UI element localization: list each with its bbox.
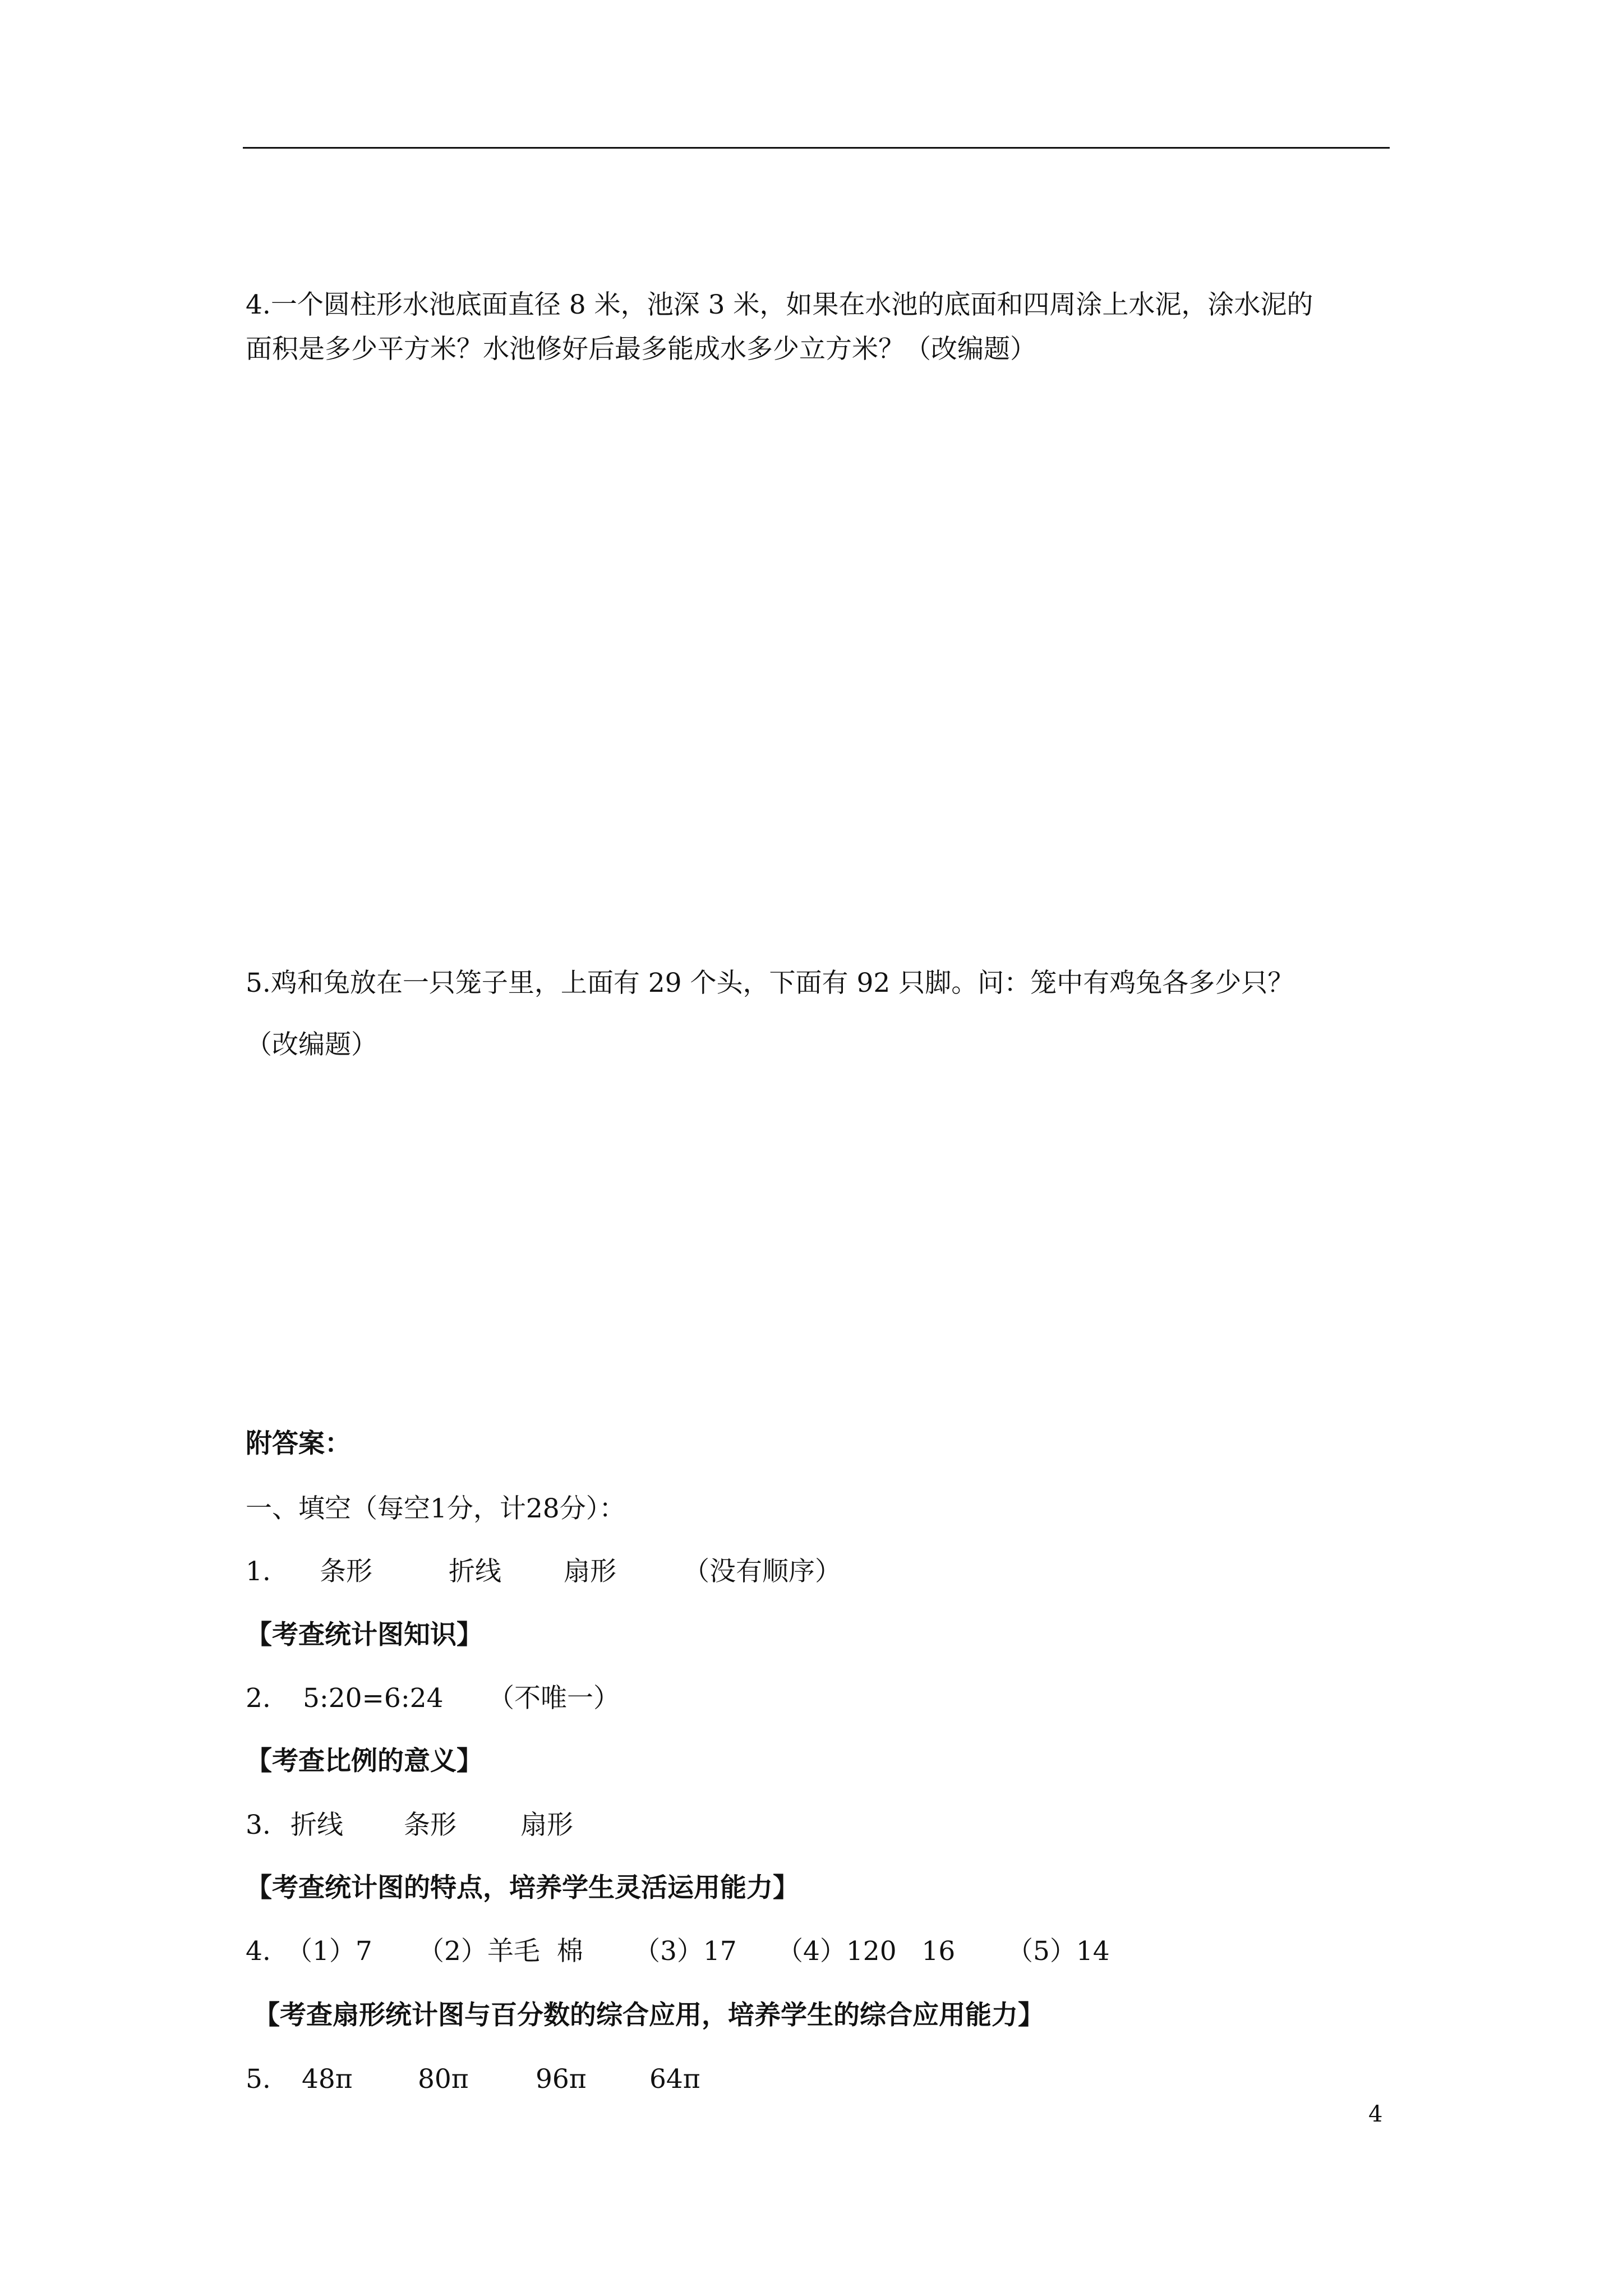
answer-2-part: （不唯一） xyxy=(488,1683,620,1714)
answer-1-part: 扇形 xyxy=(564,1556,616,1587)
answer-2-note: 【考查比例的意义】 xyxy=(246,1746,483,1777)
answer-4-note: 【考查扇形统计图与百分数的综合应用，培养学生的综合应用能力】 xyxy=(253,2000,1044,2031)
header-rule xyxy=(243,147,1390,149)
answer-1-part: （没有顺序） xyxy=(683,1556,841,1587)
answer-3-part: 条形 xyxy=(404,1810,457,1841)
answers-heading: 附答案： xyxy=(246,1428,351,1459)
question-5-line-2: （改编题） xyxy=(246,1029,377,1060)
answer-5-part: 64π xyxy=(649,2064,700,2095)
answer-5-number: 5. xyxy=(246,2064,271,2095)
answer-3-part: 扇形 xyxy=(520,1810,573,1841)
answer-4-part: （2）羊毛 棉 xyxy=(418,1936,583,1967)
answer-2-number: 2. xyxy=(246,1683,271,1714)
answer-1-number: 1. xyxy=(246,1556,271,1587)
answer-3-number: 3. xyxy=(246,1810,271,1841)
question-4-line-2: 面积是多少平方米？水池修好后最多能成水多少立方米？（改编题） xyxy=(246,334,1036,365)
answer-4-part: （5）14 xyxy=(1007,1936,1110,1967)
page-number: 4 xyxy=(1368,2101,1383,2127)
question-4-line-1: 4.一个圆柱形水池底面直径 8 米，池深 3 米，如果在水池的底面和四周涂上水泥，涂水泥的 xyxy=(246,289,1313,320)
answers-section-title: 一、填空（每空1分，计28分）： xyxy=(246,1493,626,1524)
answer-1-part: 条形 xyxy=(320,1556,372,1587)
answer-3-part: 折线 xyxy=(291,1810,343,1841)
answer-4-number: 4. xyxy=(246,1936,271,1967)
answer-1-part: 折线 xyxy=(449,1556,501,1587)
answer-5-part: 80π xyxy=(418,2064,469,2095)
answer-4-part: （3）17 xyxy=(634,1936,737,1967)
answer-4-part: （1）7 xyxy=(286,1936,372,1967)
answer-5-part: 48π xyxy=(302,2064,353,2095)
question-5-line-1: 5.鸡和兔放在一只笼子里，上面有 29 个头，下面有 92 只脚。问：笼中有鸡兔各多少只？ xyxy=(246,968,1294,999)
answer-5-part: 96π xyxy=(536,2064,587,2095)
answer-4-part: （4）120 16 xyxy=(777,1936,956,1967)
answer-1-note: 【考查统计图知识】 xyxy=(246,1619,483,1650)
answer-3-note: 【考查统计图的特点，培养学生灵活运用能力】 xyxy=(246,1872,799,1903)
answer-2-part: 5:20=6:24 xyxy=(303,1683,444,1714)
